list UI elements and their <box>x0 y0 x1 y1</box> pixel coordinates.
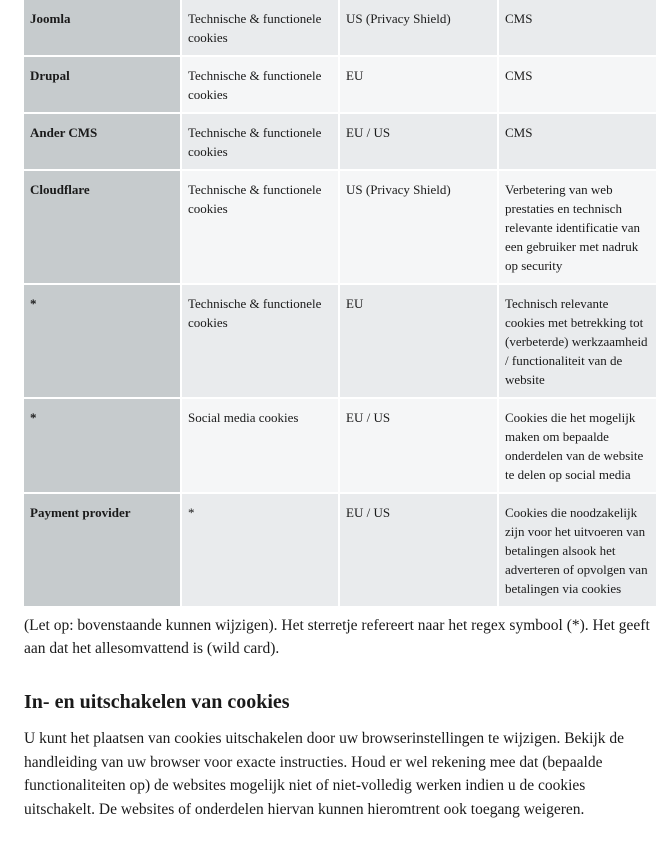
cookie-type: Technische & functionele cookies <box>181 56 339 113</box>
cookie-type: Technische & functionele cookies <box>181 0 339 56</box>
cookie-type: Social media cookies <box>181 398 339 493</box>
table-note: (Let op: bovenstaande kunnen wijzigen). Het sterretje refereert naar het regex symbool (*). Het geeft aan dat het allesomvattend is (wild card). <box>24 617 650 657</box>
cookie-description: Cookies die het mogelijk maken om bepaalde onderdelen van de website te delen op social media <box>498 398 656 493</box>
cookie-description: Cookies die noodzakelijk zijn voor het uitvoeren van betalingen alsook het adverteren of opvolgen van betalingen via cookies <box>498 493 656 607</box>
table-row <box>24 56 656 113</box>
cookie-type: Technische & functionele cookies <box>181 284 339 398</box>
cookie-location: EU / US <box>339 398 498 493</box>
cookie-location: EU <box>339 56 498 113</box>
cookie-type: * <box>181 493 339 607</box>
cookie-location: US (Privacy Shield) <box>339 170 498 284</box>
cookie-type: Technische & functionele cookies <box>181 170 339 284</box>
cookie-location: EU / US <box>339 493 498 607</box>
cookie-name: Drupal <box>24 56 181 113</box>
cookie-name: Ander CMS <box>24 113 181 170</box>
table-row <box>24 0 656 56</box>
cookie-location: EU / US <box>339 113 498 170</box>
cookie-name: * <box>24 398 181 493</box>
cookie-name: Cloudflare <box>24 170 181 284</box>
cookie-description: Technisch relevante cookies met betrekking tot (verbeterde) werkzaamheid / functionaliteit van de website <box>498 284 656 398</box>
cookie-location: US (Privacy Shield) <box>339 0 498 56</box>
table-row <box>24 113 656 170</box>
cookie-name: * <box>24 284 181 398</box>
table-row <box>24 284 656 398</box>
page-content <box>24 0 650 821</box>
table-row <box>24 493 656 607</box>
table-row <box>24 170 656 284</box>
cookie-description: CMS <box>498 56 656 113</box>
cookie-table <box>24 0 656 608</box>
cookie-location: EU <box>339 284 498 398</box>
section-title: In- en uitschakelen van cookies <box>24 691 290 713</box>
cookie-description: CMS <box>498 113 656 170</box>
cookie-type: Technische & functionele cookies <box>181 113 339 170</box>
table-row <box>24 398 656 493</box>
cookie-description: CMS <box>498 0 656 56</box>
cookie-name: Payment provider <box>24 493 181 607</box>
section-body: U kunt het plaatsen van cookies uitschakelen door uw browserinstellingen te wijzigen. Bekijk de handleiding van uw browser voor exacte instructies. Houd er wel rekening mee dat (bepaalde functionaliteiten op) de websites mogelijk niet of niet-volledig werken indien u de cookies uitschakelt. De websites of onderdelen hiervan kunnen hieromtrent ook toegang weigeren. <box>24 730 625 818</box>
cookie-name: Joomla <box>24 0 181 56</box>
cookie-description: Verbetering van web prestaties en technisch relevante identificatie van een gebruiker met nadruk op security <box>498 170 656 284</box>
